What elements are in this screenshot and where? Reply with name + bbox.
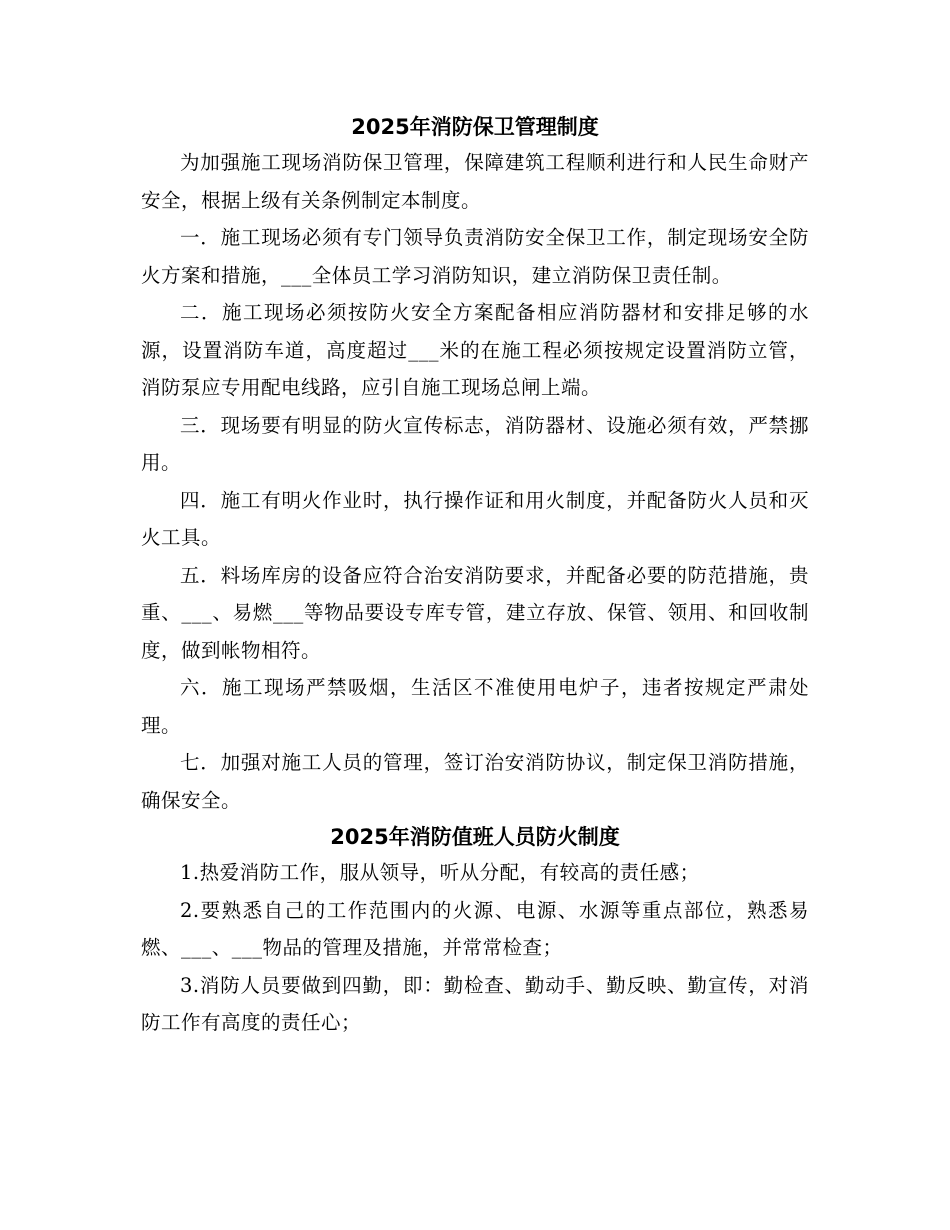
section-2-item-2: 2.要熟悉自己的工作范围内的火源、电源、水源等重点部位，熟悉易燃、___、___物品的管理及措施，并常常检查； (141, 898, 809, 959)
section-1-title: 2025年消防保卫管理制度 (351, 115, 599, 139)
section-1-item-7: 七．加强对施工人员的管理，签订治安消防协议，制定保卫消防措施，确保安全。 (141, 751, 809, 812)
document-page (141, 112, 809, 1042)
section-1-intro: 为加强施工现场消防保卫管理，保障建筑工程顺利进行和人民生命财产安全，根据上级有关条例制定本制度。 (141, 151, 809, 212)
section-1-item-5: 五．料场库房的设备应符合治安消防要求，并配备必要的防范措施，贵重、___、易燃___等物品要设专库专管，建立存放、保管、领用、和回收制度，做到帐物相符。 (141, 563, 809, 662)
section-1-item-1: 一．施工现场必须有专门领导负责消防安全保卫工作，制定现场安全防火方案和措施，___全体员工学习消防知识，建立消防保卫责任制。 (141, 226, 809, 287)
section-2-item-3: 3.消防人员要做到四勤，即：勤检查、勤动手、勤反映、勤宣传，对消防工作有高度的责任心； (141, 973, 809, 1034)
section-1-item-3: 三．现场要有明显的防火宣传标志，消防器材、设施必须有效，严禁挪用。 (141, 413, 809, 474)
section-1-item-2: 二．施工现场必须按防火安全方案配备相应消防器材和安排足够的水源，设置消防车道，高度超过___米的在施工程必须按规定设置消防立管，消防泵应专用配电线路，应引自施工现场总闸上端。 (141, 301, 809, 399)
section-2-title: 2025年消防值班人员防火制度 (330, 825, 620, 849)
section-1-item-6: 六．施工现场严禁吸烟，生活区不准使用电炉子，违者按规定严肃处理。 (141, 676, 809, 737)
section-1-item-4: 四．施工有明火作业时，执行操作证和用火制度，并配备防火人员和灭火工具。 (141, 488, 809, 549)
section-2-item-1: 1.热爱消防工作，服从领导，听从分配，有较高的责任感； (180, 861, 700, 884)
